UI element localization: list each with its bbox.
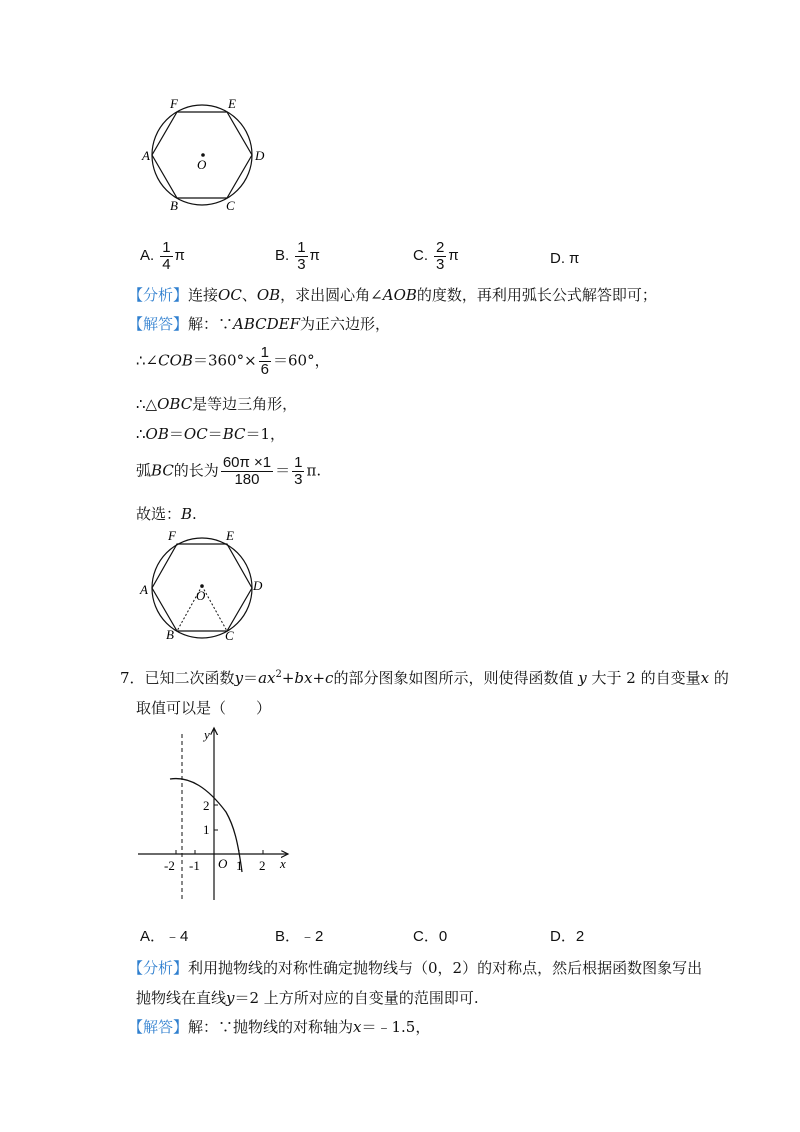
q6-solution-answer: 故选：B. <box>136 505 197 523</box>
q7-option-a: A．﹣4 <box>140 928 189 945</box>
solution-tag: 【解答】 <box>128 315 189 333</box>
q6-option-b: B. $\frac{1}{3}$ π <box>275 239 320 273</box>
q6-solution-line2: ∴∠COB＝360°× $\frac{1}{6}$ ＝60°， <box>136 344 330 378</box>
q7-analysis-line2: 抛物线在直线y＝2 上方所对应的自变量的范围即可. <box>136 989 479 1007</box>
label-f: F <box>168 528 176 543</box>
q7-option-b: B．﹣2 <box>275 928 324 945</box>
x-tick-1: 1 <box>236 858 243 873</box>
y-tick-2: 2 <box>203 798 210 813</box>
label-d: D <box>255 148 265 163</box>
q6-analysis: 【分析】连接OC、OB，求出圆心角∠AOB的度数，再利用弧长公式解答即可； <box>128 286 657 304</box>
q6-option-a: A. $\frac{1}{4}$ π <box>140 239 185 273</box>
label-e: E <box>226 528 234 543</box>
label-a: A <box>142 148 150 163</box>
q6-option-c: C. $\frac{2}{3}$ π <box>413 239 459 273</box>
label-a: A <box>140 582 148 597</box>
analysis-tag: 【分析】 <box>128 286 189 304</box>
q7-stem-line2: 取值可以是（ ） <box>136 699 272 717</box>
label-b: B <box>166 627 174 642</box>
hexagon-figure-1 <box>130 92 280 217</box>
q6-solution-line5: 弧BC的长为 $\frac{60\pi \times 1}{180}$ ＝ $\frac{1}{3}$ π. <box>136 454 322 488</box>
q7-option-c: C．0 <box>413 928 448 945</box>
x-axis-label: x <box>280 856 286 871</box>
label-c: C <box>226 198 235 213</box>
label-b: B <box>170 198 178 213</box>
label-e: E <box>228 96 236 111</box>
y-tick-1: 1 <box>203 822 210 837</box>
origin-label: O <box>218 856 228 871</box>
x-tick-neg1: -1 <box>189 858 200 873</box>
hexagon-figure-2 <box>130 524 280 652</box>
label-o: O <box>197 157 207 172</box>
solution-tag: 【解答】 <box>128 1018 189 1036</box>
q7-stem-line1: 7．已知二次函数$y=ax^2+bx+c$的部分图象如图所示，则使得函数值 y 大于 2 的自变量x 的 <box>120 669 729 687</box>
q7-analysis-line1: 【分析】利用抛物线的对称性确定抛物线与（0，2）的对称点，然后根据函数图象写出 <box>128 959 703 977</box>
parabola-graph <box>130 722 300 902</box>
question-number: 7． <box>120 669 145 687</box>
q6-solution-line3: ∴△OBC是等边三角形， <box>136 395 298 413</box>
analysis-tag: 【分析】 <box>128 959 189 977</box>
q7-option-d: D．2 <box>550 928 585 945</box>
label-d: D <box>253 578 263 593</box>
q7-solution: 【解答】解：∵抛物线的对称轴为x＝﹣1.5， <box>128 1018 431 1036</box>
x-tick-neg2: -2 <box>164 858 175 873</box>
q6-option-d: D. π <box>550 250 580 267</box>
x-tick-2: 2 <box>259 858 266 873</box>
label-c: C <box>225 628 234 643</box>
y-axis-label: y <box>204 727 210 742</box>
q6-solution-line4: ∴OB＝OC＝BC＝1， <box>136 425 286 443</box>
label-o: O <box>196 588 206 603</box>
label-f: F <box>170 96 178 111</box>
q6-solution-intro: 【解答】解：∵ABCDEF为正六边形， <box>128 315 391 333</box>
